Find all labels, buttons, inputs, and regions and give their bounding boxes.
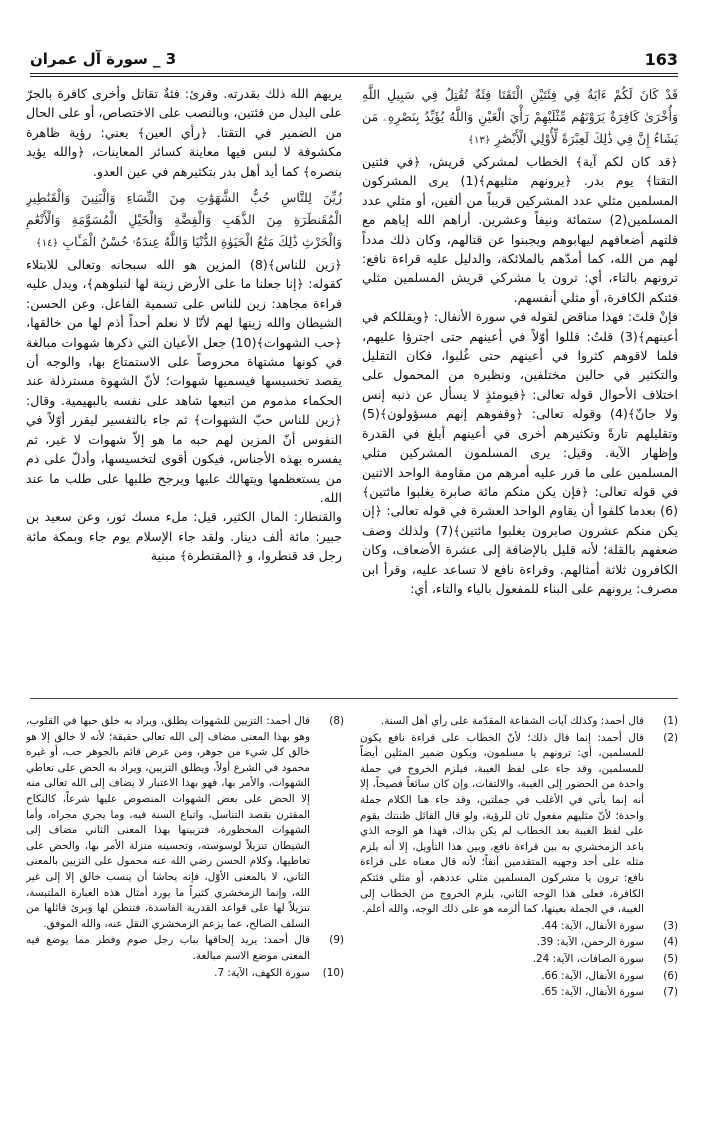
page-number: 163 <box>644 50 678 69</box>
commentary-paragraph: فإنْ قلتَ: فهذا مناقض لقوله في سورة الأنفال: ﴿ويقللكم في أعينهم﴾(3) قلتُ: قللوا أوّلاً في أعينهم حتى اجترؤا عليهم، فلما لاقوهم كثروا في أعينهم حتى غُلبوا، فكان التقليل والتكثير في حالين مختلفين، ونظيره من المحمول على اختلاف الأحوال قوله تعالى: ﴿فيومئذٍ لا يسأل عن ذنبه إنس ولا جانّ﴾(4) وقوله تعالى: ﴿وقفوهم إنهم مسؤولون﴾(5) وتقليلهم تارةً وتكثيرهم أخرى في أعينهم أبلغ في القدرة وإظهار الآية. وقيل: يرى المسلمون المشركين مثلي المسلمين على ما قرر عليه أمرهم من مقاومة الواحد الاثنين في قوله تعالى: ﴿فإن يكن منكم مائة صابرة يغلبوا مائتين﴾(6) بعدما كلفوا أن يقاوم الواحد العشرة في قوله تعالى: ﴿إن يكن منكم عشرون صابرون يغلبوا مائتين﴾(7) ولذلك وصف ضعفهم بالقلة؛ لأنه قليل بالإضافة إلى عشرة الأضعاف، وكان الكافرون ثلاثة أمثالهم. وقراءة نافع لا تساعد عليه، وقرأ ابن مصرف: يرونهم على البناء للمفعول بالياء والتاء، أي: <box>362 309 678 596</box>
page-header <box>30 50 678 72</box>
footnote-number: (3) <box>663 919 678 932</box>
right-column <box>362 84 678 680</box>
footnote <box>360 969 678 985</box>
footnotes-left <box>26 714 344 1114</box>
footnote <box>360 714 678 730</box>
quran-verse-13 <box>362 84 678 152</box>
verse-13-number: ﴿١٣﴾ <box>468 135 491 146</box>
footnote-number: (5) <box>663 952 678 965</box>
footnote-text: قال أحمد: التزيين للشهوات يطلق، ويراد به خلق حبها في القلوب، وهو بهذا المعنى مضاف إلى الله تعالى حقيقة؛ لأنه لا خالق إلا هو خالق كل شيء من جوهر، ومن عرض قائم بالجوهر حب، أو غيره محمود في الشرع أولاً، ويطلق التزيين، ويراد به الحض على تعاطي الشهوات، والأمر بها، فهو بهذا الاعتبار لا يضاف إلى الله تعالى منه إلا الحض على بعض الشهوات المنصوص عليها شرعاً، كالنكاح المقترن بقصد التناسل، واتباع السنة فيه، وما يجري مجراه، وأما الشهوات المحظورة، فتزيينها بهذا المعنى الثاني مضاف إلى الشيطان تنزيلاً لوسوسته، وتحسينه منزلة الأمر بها، والحض على تعاطيها، وكلام الحسن رضي الله عنه محمول على التزيين بالمعنى الثاني، لا بالمعنى الأوّل، فإنه يحاشا أن ينسب خالق إلا إلى غير الله، وإنما الزمخشري كثيراً ما يورد أمثال هذه العبارة الملتبسة، تنزيلاً لها على قواعد القدرية الفاسدة، فتنطن لها وبرئ قائلها من السلف الصالح، عما يزعم الزمخشري النقل عنه، والله الموفق. <box>26 715 310 930</box>
verse-13-text: قَدْ كَانَ لَكُمْ ءَايَةٌ فِي فِئَتَيْنِ الْتَقَتَا فِئَةٌ تُقَٰتِلُ فِي سَبِيلِ اللَّهِ وَأُخْرَىٰ كَافِرَةٌ يَرَوْنَهُم مِّثْلَيْهِمْ رَأْيَ الْعَيْنِ وَاللَّهُ يُؤَيِّدُ بِنَصْرِهِۦ مَن يَشَاءُ إِنَّ فِي ذَٰلِكَ لَعِبْرَةً لِّأُوْلِي الْأَبْصَٰرِ <box>362 87 678 146</box>
footnote <box>26 714 344 932</box>
verse-14-number: ﴿١٤﴾ <box>35 238 59 250</box>
footnote-text: قال أحمد: وكذلك آيات الشفاعة المقدّمة على رأي أهل السنة. <box>380 715 644 727</box>
footnote <box>26 966 344 982</box>
footnote-text: قال أحمد: يريد إلحاقها بباب رجل صوم وفطر مما يوضع فيه المعنى موضع الاسم مبالغة. <box>26 934 310 962</box>
footnotes-right <box>360 714 678 1114</box>
footnote-number: (10) <box>322 966 344 979</box>
commentary-paragraph: يريهم الله ذلك بقدرته. وقرئ: فئةٌ تقاتل وأخرى كافرة بالجرّ على البدل من فئتين، وبالنصب على الاختصاص، أو على الحال من الضمير في التقتا. ﴿رأي العين﴾ يعني: رؤية ظاهرة مكشوفة لا لبس فيها معاينة كسائر المعاينات، ﴿والله يؤيد بنصره﴾ كما أيد أهل بدر بتكثيرهم في عين العدو. <box>26 86 342 179</box>
footnote-number: (7) <box>663 986 678 999</box>
footnote-text: قال أحمد: إنما قال ذلك؛ لأنّ الخطاب على قراءة نافع يكون للمسلمين، أي: ترونهم يا مسلمون، ويكون ضمير المثلين أيضاً للمسلمين، وقد جاء على لفظ الغيبة، فيلزم الخروج في جملة واحدة من الحضور إلى الغيبة، والالتفات، وإن كان سائغاً فصيحاً، إلا أنه إنما يأتي في الأغلب في جملتين، وقد جاء هنا الكلام جملة واحدة؛ لأنّ مثليهم مفعول ثان للرؤية، ولو قال القائل ظننتك يقوم على لفظ الغيبة بعد الخطاب لم يكن بذاك، فهذا هو الوجه الذي باعد الزمخشري به بين قراءة نافع، وبين هذا التأويل، إلا أنه يلزم مثله على أحد وجهيه المتقدمين آنفاً؛ لأنه قال معناه على قراءة نافع: ترون يا مشركون المسلمين مثلي عددهم، أو مثلي فئتكم الكافرة، فعلى هذا الوجه الثاني، يلزم الخروج من الخطاب إلى الغيبة، في الجملة بعينها، كما ألزمه هو على ذلك الوجه، والله أعلم. <box>360 731 644 916</box>
footnote-text: سورة الكهف، الآية: 7. <box>214 966 310 979</box>
verse-14-text: زُيِّنَ لِلنَّاسِ حُبُّ الشَّهَوَٰتِ مِنَ النِّسَاءِ وَالْبَنِينَ وَالْقَنَٰطِيرِ الْمُقَنطَرَةِ مِنَ الذَّهَبِ وَالْفِضَّةِ وَالْخَيْلِ الْمُسَوَّمَةِ وَالْأَنْعَٰمِ وَالْحَرْثِ ذَٰلِكَ مَتَٰعُ الْحَيَوٰةِ الدُّنْيَا وَاللَّهُ عِندَهُۥ حُسْنُ الْمَـَٔابِ <box>26 190 342 250</box>
header-rule <box>30 73 678 74</box>
header-rule-thin <box>30 76 678 77</box>
footnote-text: سورة الأنفال، الآية: 44. <box>541 919 644 932</box>
footnote <box>360 985 678 1001</box>
footnote-number: (1) <box>663 715 678 727</box>
footnote <box>360 935 678 951</box>
footnote-text: سورة الأنفال، الآية: 66. <box>541 969 644 982</box>
commentary-paragraph: ﴿قد كان لكم آية﴾ الخطاب لمشركي قريش، ﴿في فئتين التقتا﴾ يوم بدر. ﴿يرونهم مثليهم﴾(1) يرى المشركون المسلمين مثلي عدد المشركين قريباً من ألفين، أو مثلي عدد المسلمين(2) ستمائة ونيفاً وعشرين. أراهم الله إياهم مع قلتهم أضعافهم ليهابوهم ويجبنوا عن قتالهم، وكان ذلك مدداً لهم من الله، كما أمدّهم بالملائكة، والدليل عليه قراءة نافع: ترونهم بالتاء، أي: ترون يا مشركي قريش المسلمين مثلي فئتكم الكافرة، أو مثلي أنفسهم. <box>362 154 678 305</box>
commentary-paragraph: ﴿زين للناس﴾(8) المزين هو الله سبحانه وتعالى للابتلاء كقوله: ﴿إنا جعلنا ما على الأرض زينة لها لنبلوهم﴾، ويدل عليه قراءة مجاهد: زين للناس على تسمية الفاعل. وعن الحسن: الشيطان والله زينها لهم لأنّا لا نعلم أحداً أذم لها من خالقها، ﴿حب الشهوات﴾(10) جعل الأعيان التي ذكرها شهوات مبالغة في كونها مشتهاة محروصاً على الاستمتاع بها، والوجه أن يقصد تخسيسها فيسميها شهوات؛ لأنّ الشهوة مسترذلة عند الحكماء مذموم من اتبعها شاهد على نفسه بالبهيمية. وقال: ﴿زين للناس حبّ الشهوات﴾ ثم جاء بالتفسير ليقرر أوّلاً في النفوس أنّ المزين لهم حبه ما هو إلاّ شهوات لا غير، ثم يفسره بهذه الأجناس، فيكون أقوى لتخسيسها، وأدلّ على ذم من يستعظمها ويتهالك عليها ويرجح طلبها على طلب ما عند الله. <box>26 257 342 505</box>
quran-verse-14 <box>26 187 342 255</box>
footnote-separator <box>30 698 678 699</box>
footnote-number: (4) <box>663 936 678 949</box>
commentary-paragraph: والقنطار: المال الكثير، قيل: ملء مسك ثور، وعن سعيد بن جبير: مائة ألف دينار. ولقد جاء الإسلام يوم جاء وبمكة مائة رجل قد قنطروا، و ﴿المقنطرة﴾ مبنية <box>26 509 342 564</box>
footnote-text: سورة الصافات، الآية: 24. <box>532 952 644 965</box>
footnote <box>360 919 678 935</box>
footnote <box>360 952 678 968</box>
footnote-number: (6) <box>663 969 678 982</box>
left-column <box>26 84 342 680</box>
footnote-number: (8) <box>329 715 344 727</box>
footnote-number: (9) <box>329 934 344 947</box>
footnote <box>360 731 678 918</box>
footnote-text: سورة الأنفال، الآية: 65. <box>541 986 644 999</box>
sura-title: 3 _ سورة آل عمران <box>30 50 177 68</box>
footnote <box>26 933 344 964</box>
footnote-text: سورة الرحمن، الآية: 39. <box>536 936 644 949</box>
footnote-number: (2) <box>663 731 678 744</box>
